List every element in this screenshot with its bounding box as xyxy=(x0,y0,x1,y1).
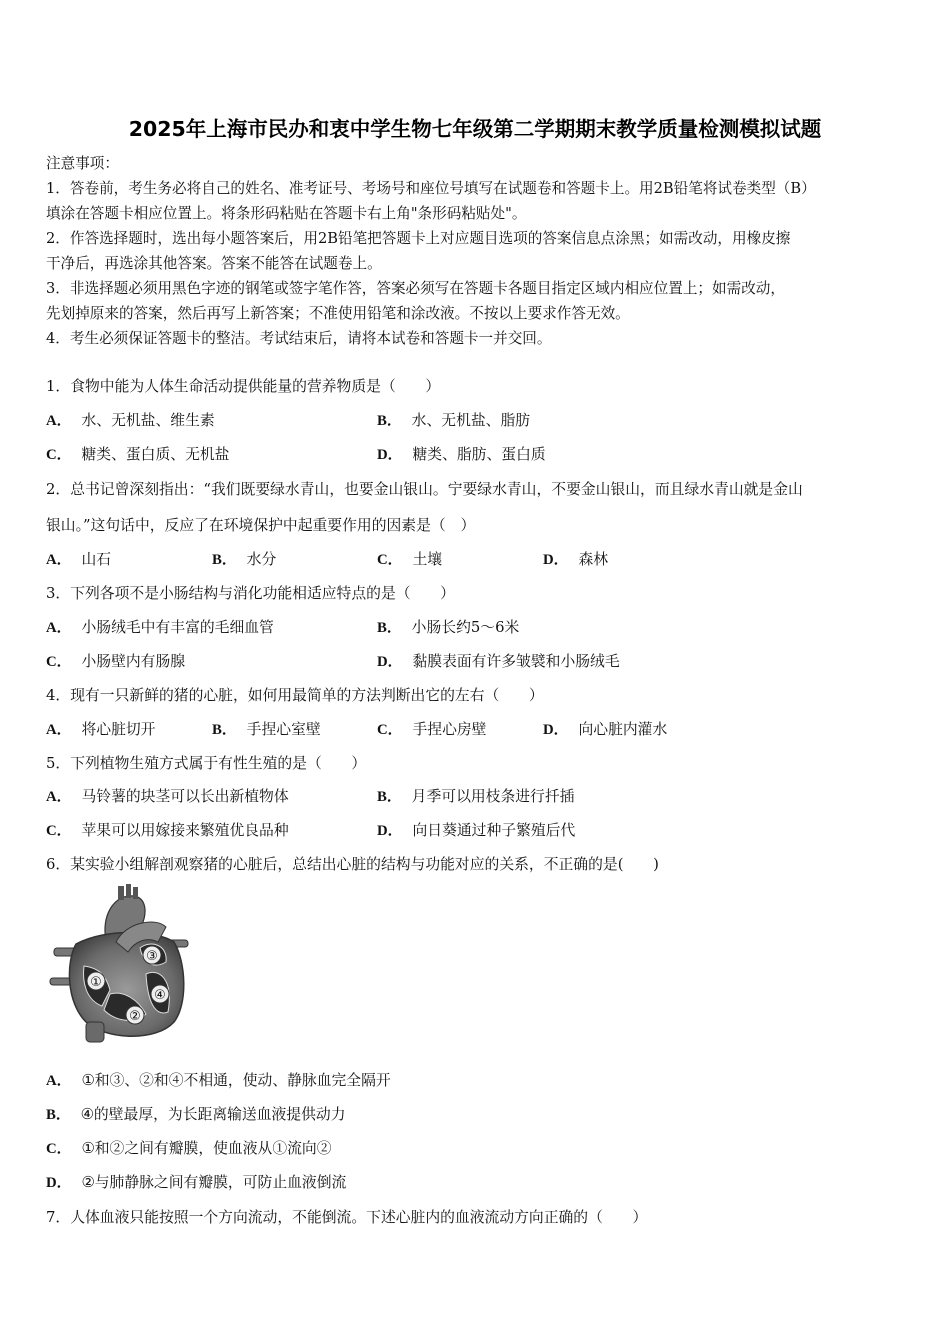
question-3-option-b xyxy=(377,616,519,637)
option-text: 黏膜表面有许多皱襞和小肠绒毛 xyxy=(412,653,620,670)
option-letter: C． xyxy=(46,823,72,839)
notes-line: 先划掉原来的答案，然后再写上新答案；不准使用铅笔和涂改液。不按以上要求作答无效。 xyxy=(46,305,630,322)
notes-line: 1．答卷前，考生务必将自己的姓名、准考证号、考场号和座位号填写在试题卷和答题卡上。用2B铅笔将试卷类型（B） xyxy=(46,180,816,197)
option-text: 水分 xyxy=(246,551,277,568)
label-2: ② xyxy=(129,1009,141,1024)
option-letter: A． xyxy=(46,413,72,429)
question-2-option-d xyxy=(543,548,608,569)
notes-heading: 注意事项： xyxy=(46,155,119,172)
question-1-option-b xyxy=(377,409,530,430)
notes-line: 填涂在答题卡相应位置上。将条形码粘贴在答题卡右上角"条形码粘贴处"。 xyxy=(46,205,527,222)
question-3-option-a xyxy=(46,616,274,637)
label-4: ④ xyxy=(154,988,166,1003)
question-6-option-b xyxy=(46,1103,346,1124)
label-1: ① xyxy=(90,975,102,990)
option-text: ①和③、②和④不相通，使动、静脉血完全隔开 xyxy=(81,1072,391,1089)
option-letter: B． xyxy=(46,1107,71,1123)
question-6-option-a xyxy=(46,1069,391,1090)
question-1-stem: 1．食物中能为人体生命活动提供能量的营养物质是（ ） xyxy=(46,378,441,395)
option-letter: A． xyxy=(46,789,72,805)
option-letter: A． xyxy=(46,552,72,568)
page-title: 2025年上海市民办和衷中学生物七年级第二学期期末教学质量检测模拟试题 xyxy=(128,117,822,141)
option-text: 苹果可以用嫁接来繁殖优良品种 xyxy=(81,822,289,839)
option-letter: D． xyxy=(543,552,569,568)
question-2-option-a xyxy=(46,548,111,569)
question-5-option-d xyxy=(377,819,575,840)
option-letter: D． xyxy=(377,823,403,839)
option-text: 手捏心房壁 xyxy=(412,721,487,738)
option-text: 手捏心室壁 xyxy=(246,721,321,738)
question-5-option-c xyxy=(46,819,289,840)
option-text: 森林 xyxy=(578,551,609,568)
option-letter: C． xyxy=(46,447,72,463)
option-text: 向日葵通过种子繁殖后代 xyxy=(412,822,576,839)
notes-line: 4．考生必须保证答题卡的整洁。考试结束后，请将本试卷和答题卡一并交回。 xyxy=(46,330,552,347)
option-text: 马铃薯的块茎可以长出新植物体 xyxy=(81,788,289,805)
option-letter: D． xyxy=(46,1175,72,1191)
notes-line: 3．非选择题必须用黑色字迹的钢笔或签字笔作答，答案必须写在答题卡各题目指定区域内相应位置上；如需改动， xyxy=(46,280,785,297)
option-letter: B． xyxy=(377,620,402,636)
heart-diagram-figure xyxy=(46,882,196,1047)
question-3-stem: 3．下列各项不是小肠结构与消化功能相适应特点的是（ ） xyxy=(46,585,455,602)
question-1-option-c xyxy=(46,443,229,464)
option-letter: A． xyxy=(46,722,72,738)
question-2-stem: 2．总书记曾深刻指出：“我们既要绿水青山，也要金山银山。宁要绿水青山，不要金山银山，而且绿水青山就是金山 xyxy=(46,481,803,498)
question-4-option-c xyxy=(377,718,486,739)
question-6-stem: 6．某实验小组解剖观察猪的心脏后，总结出心脏的结构与功能对应的关系，不正确的是( ) xyxy=(46,856,659,873)
option-letter: B． xyxy=(212,722,237,738)
exam-notes xyxy=(46,151,908,351)
option-text: 水、无机盐、维生素 xyxy=(81,412,215,429)
question-4-option-a xyxy=(46,718,155,739)
question-4-option-b xyxy=(212,718,321,739)
option-text: ①和②之间有瓣膜，使血液从①流向② xyxy=(81,1140,332,1157)
option-text: 小肠绒毛中有丰富的毛细血管 xyxy=(81,619,274,636)
label-3: ③ xyxy=(146,949,158,964)
option-letter: B． xyxy=(212,552,237,568)
option-letter: B． xyxy=(377,413,402,429)
option-letter: A． xyxy=(46,1073,72,1089)
option-letter: A． xyxy=(46,620,72,636)
question-3-option-d xyxy=(377,650,620,671)
option-text: ②与肺静脉之间有瓣膜，可防止血液倒流 xyxy=(81,1174,347,1191)
option-letter: B． xyxy=(377,789,402,805)
heart-diagram-icon xyxy=(46,882,196,1047)
option-letter: D． xyxy=(377,447,403,463)
notes-line: 干净后，再选涂其他答案。答案不能答在试题卷上。 xyxy=(46,255,382,272)
option-letter: C． xyxy=(46,654,72,670)
option-text: 糖类、蛋白质、无机盐 xyxy=(81,446,230,463)
option-text: ④的壁最厚，为长距离输送血液提供动力 xyxy=(80,1106,346,1123)
option-text: 小肠长约5～6米 xyxy=(411,619,520,636)
question-1-option-a xyxy=(46,409,215,430)
question-6-option-d xyxy=(46,1171,346,1192)
option-text: 糖类、脂肪、蛋白质 xyxy=(412,446,546,463)
question-3-option-c xyxy=(46,650,185,671)
question-5-option-a xyxy=(46,785,289,806)
option-text: 将心脏切开 xyxy=(81,721,156,738)
question-2-stem-cont: 银山。”这句话中，反应了在环境保护中起重要作用的因素是（ ） xyxy=(46,517,476,534)
option-text: 水、无机盐、脂肪 xyxy=(411,412,531,429)
question-4-stem: 4．现有一只新鲜的猪的心脏，如何用最简单的方法判断出它的左右（ ） xyxy=(46,687,544,704)
question-7-stem: 7．人体血液只能按照一个方向流动，不能倒流。下述心脏内的血液流动方向正确的（ ） xyxy=(46,1209,648,1226)
option-letter: C． xyxy=(46,1141,72,1157)
question-5-option-b xyxy=(377,785,574,806)
option-letter: D． xyxy=(543,722,569,738)
option-text: 小肠壁内有肠腺 xyxy=(81,653,186,670)
option-letter: C． xyxy=(377,722,403,738)
question-5-stem: 5．下列植物生殖方式属于有性生殖的是（ ） xyxy=(46,755,367,772)
question-2-option-b xyxy=(212,548,276,569)
question-6-option-c xyxy=(46,1137,332,1158)
option-letter: C． xyxy=(377,552,403,568)
question-1-option-d xyxy=(377,443,546,464)
question-4-option-d xyxy=(543,718,667,739)
option-text: 土壤 xyxy=(412,551,443,568)
question-2-option-c xyxy=(377,548,442,569)
option-letter: D． xyxy=(377,654,403,670)
option-text: 月季可以用枝条进行扦插 xyxy=(411,788,575,805)
option-text: 山石 xyxy=(81,551,112,568)
notes-line: 2．作答选择题时，选出每小题答案后，用2B铅笔把答题卡上对应题目选项的答案信息点涂黑；如需改动，用橡皮擦 xyxy=(46,230,791,247)
option-text: 向心脏内灌水 xyxy=(578,721,668,738)
